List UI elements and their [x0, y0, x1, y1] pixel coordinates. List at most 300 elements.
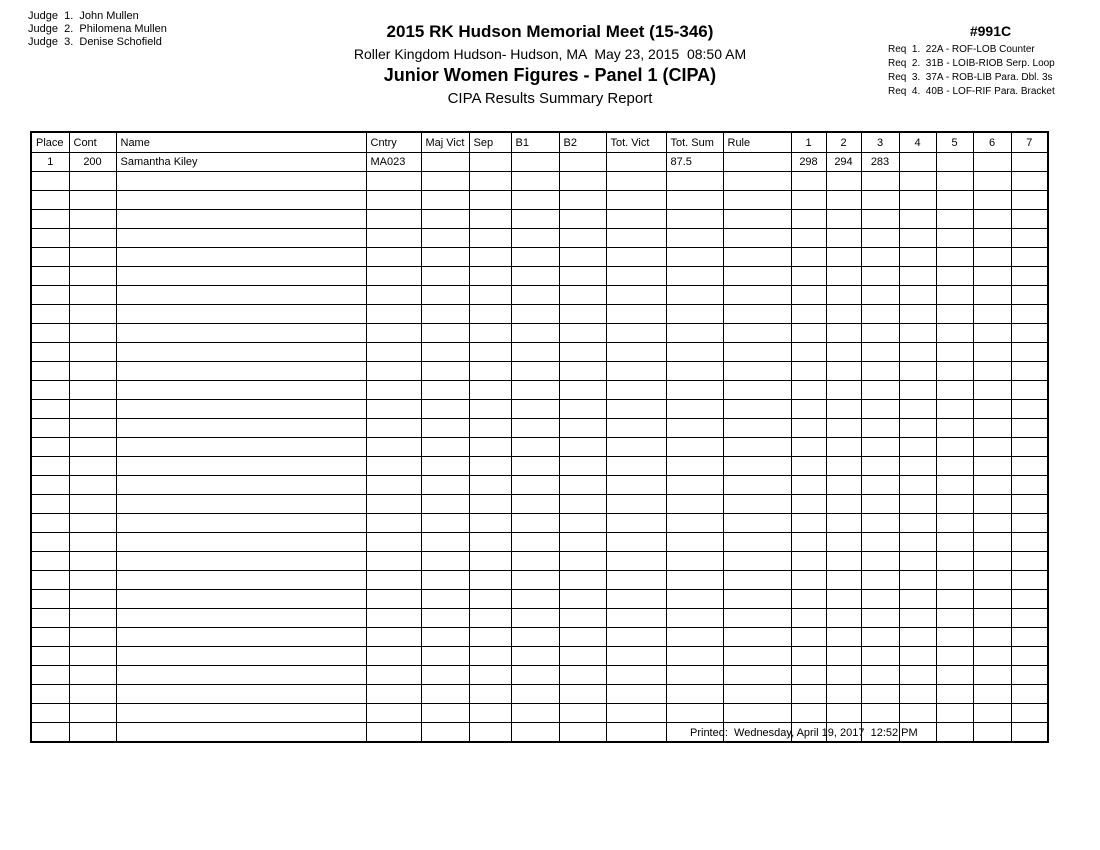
judge-line-3: Judge 3. Denise Schofield: [28, 36, 162, 48]
table-cell: [973, 704, 1011, 723]
table-cell: [899, 210, 936, 229]
table-cell: [791, 191, 826, 210]
table-cell: [1011, 381, 1048, 400]
table-cell: [899, 704, 936, 723]
table-cell: [559, 723, 606, 743]
table-cell: [31, 571, 69, 590]
table-cell: [791, 248, 826, 267]
empty-row: [31, 381, 1048, 400]
table-cell: [666, 286, 723, 305]
table-cell: [421, 704, 469, 723]
table-cell: [31, 267, 69, 286]
table-cell: [421, 248, 469, 267]
table-cell: [666, 647, 723, 666]
table-cell: [366, 723, 421, 743]
table-cell: [469, 419, 511, 438]
table-cell: [936, 647, 973, 666]
table-cell: [511, 571, 559, 590]
table-cell: [116, 514, 366, 533]
table-cell: [421, 438, 469, 457]
table-cell: MA023: [366, 153, 421, 172]
table-cell: [69, 666, 116, 685]
table-cell: [606, 685, 666, 704]
table-cell: [511, 495, 559, 514]
table-cell: [559, 400, 606, 419]
table-cell: [606, 628, 666, 647]
requirements-block: [888, 23, 1093, 99]
column-header: Maj Vict: [421, 132, 469, 153]
table-cell: [973, 191, 1011, 210]
table-cell: [469, 343, 511, 362]
table-cell: [511, 400, 559, 419]
table-cell: [1011, 153, 1048, 172]
table-cell: [69, 172, 116, 191]
table-cell: [666, 590, 723, 609]
table-cell: [826, 438, 861, 457]
table-cell: [606, 647, 666, 666]
column-header: Place: [31, 132, 69, 153]
judge-line-2: Judge 2. Philomena Mullen: [28, 23, 167, 35]
table-cell: [116, 476, 366, 495]
table-cell: [116, 438, 366, 457]
table-cell: [511, 666, 559, 685]
table-cell: [469, 590, 511, 609]
table-cell: [606, 514, 666, 533]
table-cell: [973, 476, 1011, 495]
empty-row: [31, 267, 1048, 286]
table-cell: [421, 343, 469, 362]
table-cell: [1011, 590, 1048, 609]
table-cell: [861, 628, 899, 647]
table-cell: [116, 628, 366, 647]
table-cell: [826, 362, 861, 381]
table-cell: [31, 666, 69, 685]
table-cell: [469, 286, 511, 305]
table-cell: [826, 495, 861, 514]
table-cell: [861, 457, 899, 476]
empty-row: [31, 286, 1048, 305]
table-cell: [421, 191, 469, 210]
table-cell: [511, 362, 559, 381]
table-cell: [559, 571, 606, 590]
column-header: B2: [559, 132, 606, 153]
table-cell: [723, 533, 791, 552]
empty-row: [31, 438, 1048, 457]
table-cell: [666, 571, 723, 590]
table-cell: [666, 628, 723, 647]
table-cell: [366, 647, 421, 666]
table-cell: [366, 305, 421, 324]
table-cell: [861, 343, 899, 362]
table-cell: [366, 362, 421, 381]
table-cell: [936, 248, 973, 267]
table-cell: [723, 590, 791, 609]
empty-row: [31, 305, 1048, 324]
table-cell: [511, 286, 559, 305]
empty-row: [31, 191, 1048, 210]
table-cell: [826, 514, 861, 533]
table-cell: [791, 457, 826, 476]
table-cell: [116, 191, 366, 210]
table-cell: [936, 514, 973, 533]
table-cell: [899, 153, 936, 172]
table-cell: [606, 723, 666, 743]
table-cell: [69, 590, 116, 609]
table-cell: [666, 552, 723, 571]
table-cell: [1011, 191, 1048, 210]
table-cell: [116, 305, 366, 324]
empty-row: [31, 210, 1048, 229]
table-cell: [366, 514, 421, 533]
table-cell: [69, 723, 116, 743]
table-cell: [69, 609, 116, 628]
table-cell: [826, 647, 861, 666]
table-cell: [1011, 647, 1048, 666]
table-cell: [723, 172, 791, 191]
table-cell: [723, 286, 791, 305]
table-cell: [511, 381, 559, 400]
table-cell: [511, 305, 559, 324]
table-cell: [366, 628, 421, 647]
table-cell: [559, 286, 606, 305]
table-cell: [1011, 704, 1048, 723]
table-cell: [606, 210, 666, 229]
table-cell: [973, 552, 1011, 571]
table-cell: [826, 305, 861, 324]
table-cell: [116, 533, 366, 552]
table-cell: [421, 419, 469, 438]
table-cell: [899, 324, 936, 343]
empty-row: [31, 628, 1048, 647]
table-cell: [559, 172, 606, 191]
table-cell: [116, 400, 366, 419]
table-cell: [1011, 305, 1048, 324]
table-cell: [421, 685, 469, 704]
table-cell: [1011, 324, 1048, 343]
table-cell: [973, 400, 1011, 419]
table-cell: [116, 495, 366, 514]
table-cell: [559, 533, 606, 552]
table-cell: [936, 229, 973, 248]
table-cell: [366, 343, 421, 362]
table-cell: [606, 495, 666, 514]
table-cell: [899, 419, 936, 438]
req-line-2: Req 2. 31B - LOIB-RIOB Serp. Loop: [888, 58, 1055, 69]
results-table: [30, 131, 1049, 743]
table-cell: [826, 533, 861, 552]
table-cell: [826, 609, 861, 628]
table-cell: [973, 514, 1011, 533]
table-cell: [666, 210, 723, 229]
column-header: B1: [511, 132, 559, 153]
table-cell: [826, 210, 861, 229]
table-cell: [31, 400, 69, 419]
table-cell: [1011, 229, 1048, 248]
table-cell: [69, 419, 116, 438]
table-cell: [973, 305, 1011, 324]
table-cell: [366, 666, 421, 685]
table-cell: [31, 609, 69, 628]
table-cell: [69, 457, 116, 476]
table-cell: [861, 210, 899, 229]
table-cell: [936, 666, 973, 685]
table-cell: [606, 381, 666, 400]
table-cell: [116, 362, 366, 381]
table-cell: [791, 647, 826, 666]
table-cell: [861, 381, 899, 400]
table-cell: [421, 153, 469, 172]
table-cell: [421, 723, 469, 743]
table-cell: [826, 191, 861, 210]
table-cell: [469, 533, 511, 552]
table-cell: [666, 419, 723, 438]
table-cell: [469, 305, 511, 324]
table-cell: [421, 476, 469, 495]
table-cell: [31, 172, 69, 191]
table-cell: [559, 419, 606, 438]
table-cell: [559, 457, 606, 476]
table-cell: [723, 343, 791, 362]
table-cell: [469, 267, 511, 286]
table-cell: [861, 495, 899, 514]
table-cell: [469, 552, 511, 571]
table-cell: [116, 267, 366, 286]
column-header: Tot. Sum: [666, 132, 723, 153]
table-cell: [973, 723, 1011, 743]
empty-row: [31, 400, 1048, 419]
table-cell: [899, 647, 936, 666]
table-cell: [791, 495, 826, 514]
table-cell: [899, 362, 936, 381]
table-cell: [899, 191, 936, 210]
table-cell: [861, 248, 899, 267]
table-cell: [559, 324, 606, 343]
empty-row: [31, 495, 1048, 514]
table-cell: [69, 381, 116, 400]
table-cell: [723, 666, 791, 685]
table-cell: [511, 590, 559, 609]
table-cell: [31, 419, 69, 438]
table-cell: [31, 476, 69, 495]
table-cell: [606, 229, 666, 248]
venue-line: Roller Kingdom Hudson- Hudson, MA May 23, 2015 08:50 AM: [353, 46, 747, 62]
table-cell: [116, 609, 366, 628]
table-cell: [366, 590, 421, 609]
column-header: Cntry: [366, 132, 421, 153]
table-cell: [421, 324, 469, 343]
table-cell: [936, 324, 973, 343]
table-cell: [666, 704, 723, 723]
table-cell: [936, 381, 973, 400]
table-cell: [791, 609, 826, 628]
table-cell: [69, 191, 116, 210]
table-cell: [559, 343, 606, 362]
table-cell: [899, 267, 936, 286]
table-cell: [826, 172, 861, 191]
table-cell: [469, 723, 511, 743]
table-cell: [559, 153, 606, 172]
table-cell: [469, 476, 511, 495]
table-cell: [973, 229, 1011, 248]
table-cell: [69, 476, 116, 495]
table-cell: [116, 172, 366, 191]
table-cell: [826, 267, 861, 286]
table-cell: [723, 248, 791, 267]
table-cell: [899, 229, 936, 248]
table-cell: [1011, 533, 1048, 552]
table-cell: [511, 647, 559, 666]
table-cell: [366, 381, 421, 400]
table-cell: [421, 210, 469, 229]
table-cell: [723, 229, 791, 248]
table-cell: [899, 400, 936, 419]
table-cell: [1011, 286, 1048, 305]
table-cell: [666, 172, 723, 191]
table-cell: [973, 286, 1011, 305]
column-header: 5: [936, 132, 973, 153]
column-header: 4: [899, 132, 936, 153]
empty-row: [31, 419, 1048, 438]
table-cell: [606, 324, 666, 343]
table-cell: [366, 457, 421, 476]
table-cell: [606, 666, 666, 685]
column-header: Rule: [723, 132, 791, 153]
table-cell: [366, 495, 421, 514]
table-cell: [666, 191, 723, 210]
table-cell: [511, 533, 559, 552]
table-cell: [791, 438, 826, 457]
table-cell: [899, 457, 936, 476]
table-cell: [559, 495, 606, 514]
table-cell: [606, 248, 666, 267]
table-cell: [559, 609, 606, 628]
table-cell: [861, 666, 899, 685]
table-cell: [791, 381, 826, 400]
table-cell: [973, 647, 1011, 666]
table-cell: [826, 419, 861, 438]
table-cell: [936, 590, 973, 609]
table-cell: [511, 267, 559, 286]
empty-row: [31, 362, 1048, 381]
table-cell: 294: [826, 153, 861, 172]
table-cell: [421, 267, 469, 286]
table-cell: [1011, 362, 1048, 381]
table-cell: [511, 685, 559, 704]
table-cell: [936, 609, 973, 628]
table-cell: [791, 210, 826, 229]
table-cell: [116, 666, 366, 685]
empty-row: [31, 609, 1048, 628]
table-cell: [366, 191, 421, 210]
table-cell: [899, 685, 936, 704]
table-cell: [366, 267, 421, 286]
table-cell: [69, 362, 116, 381]
table-cell: [366, 172, 421, 191]
table-cell: [826, 400, 861, 419]
table-cell: [31, 324, 69, 343]
table-cell: [606, 476, 666, 495]
empty-row: [31, 533, 1048, 552]
table-cell: [559, 552, 606, 571]
table-cell: [469, 210, 511, 229]
table-cell: [899, 628, 936, 647]
table-cell: [421, 590, 469, 609]
table-cell: [723, 267, 791, 286]
table-cell: [936, 419, 973, 438]
table-cell: [31, 590, 69, 609]
table-cell: [936, 153, 973, 172]
table-cell: [791, 628, 826, 647]
table-cell: [559, 210, 606, 229]
table-cell: [421, 609, 469, 628]
table-cell: [559, 685, 606, 704]
table-cell: [421, 533, 469, 552]
printed-timestamp: Printed: Wednesday, April 19, 2017 12:52 PM: [690, 727, 918, 739]
table-cell: [723, 628, 791, 647]
table-cell: [723, 153, 791, 172]
table-cell: [936, 267, 973, 286]
table-cell: [791, 286, 826, 305]
table-cell: [861, 685, 899, 704]
table-cell: [421, 362, 469, 381]
table-cell: [469, 362, 511, 381]
table-cell: [791, 666, 826, 685]
table-cell: [973, 628, 1011, 647]
table-cell: [723, 704, 791, 723]
table-cell: [469, 514, 511, 533]
table-cell: [826, 476, 861, 495]
empty-row: [31, 229, 1048, 248]
table-cell: [936, 495, 973, 514]
table-cell: [973, 362, 1011, 381]
table-cell: [69, 685, 116, 704]
table-cell: [116, 210, 366, 229]
table-cell: [469, 647, 511, 666]
table-cell: [606, 267, 666, 286]
table-cell: [559, 666, 606, 685]
table-cell: [31, 305, 69, 324]
table-cell: [116, 647, 366, 666]
table-cell: [861, 191, 899, 210]
table-cell: [826, 286, 861, 305]
table-cell: [826, 248, 861, 267]
table-cell: [469, 400, 511, 419]
table-cell: [791, 514, 826, 533]
table-cell: [791, 552, 826, 571]
table-cell: [666, 248, 723, 267]
table-cell: [606, 533, 666, 552]
table-cell: [899, 286, 936, 305]
table-cell: [116, 571, 366, 590]
table-cell: [861, 362, 899, 381]
table-cell: [69, 267, 116, 286]
table-cell: [899, 172, 936, 191]
table-cell: [31, 210, 69, 229]
table-cell: [116, 552, 366, 571]
table-cell: [666, 343, 723, 362]
table-cell: [936, 210, 973, 229]
table-cell: [666, 267, 723, 286]
table-cell: [666, 609, 723, 628]
table-cell: 298: [791, 153, 826, 172]
table-cell: [31, 495, 69, 514]
table-cell: [421, 514, 469, 533]
table-cell: [421, 286, 469, 305]
table-cell: [791, 267, 826, 286]
table-cell: [861, 229, 899, 248]
table-cell: [973, 685, 1011, 704]
table-cell: [973, 381, 1011, 400]
